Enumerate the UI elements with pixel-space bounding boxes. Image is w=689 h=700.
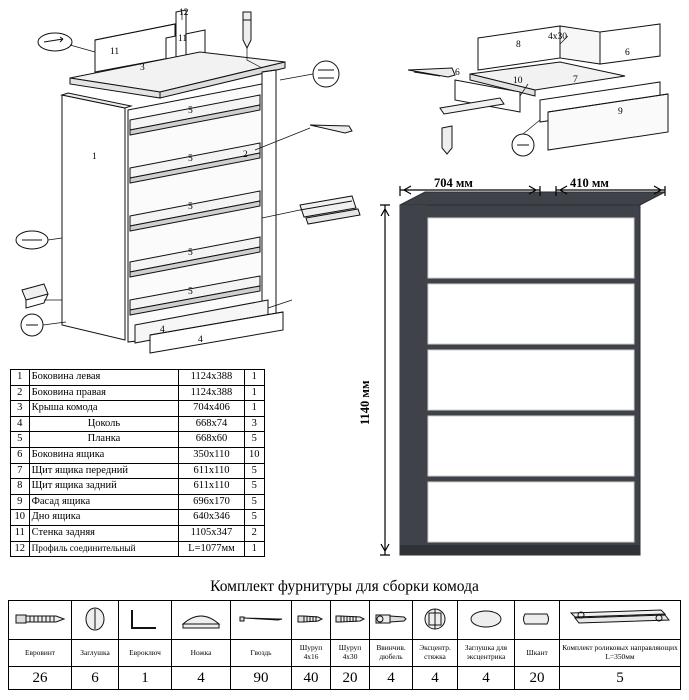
euroscrew-icon [9, 601, 72, 640]
part-size: 1105х347 [179, 525, 244, 541]
dimension-height: 1140 мм [358, 380, 372, 425]
table-row [11, 447, 265, 463]
part-no: 5 [11, 432, 30, 448]
hardware-label: Шуруп 4х16 [292, 640, 331, 667]
callout-6-left: 6 [455, 68, 460, 78]
screw-4x16-icon [292, 601, 331, 640]
part-name: Щит ящика задний [29, 479, 179, 495]
part-qty: 2 [244, 525, 264, 541]
hardware-count: 20 [331, 667, 370, 690]
hardware-label: Шкант [515, 640, 560, 667]
callout-5-b: 5 [188, 154, 193, 164]
callout-8: 8 [516, 40, 521, 50]
part-size: 1124х388 [179, 370, 244, 386]
callout-9: 9 [618, 107, 623, 117]
hardware-count: 20 [515, 667, 560, 690]
dimension-depth: 410 мм [570, 176, 609, 190]
table-row [11, 432, 265, 448]
part-size: 350х110 [179, 447, 244, 463]
part-name: Крыша комода [29, 401, 179, 417]
part-size: L=1077мм [179, 541, 244, 557]
part-qty: 1 [244, 385, 264, 401]
hardware-count: 5 [560, 667, 681, 690]
cam-lock-icon [413, 601, 458, 640]
hardware-count: 26 [9, 667, 72, 690]
callout-6-right: 6 [625, 48, 630, 58]
callout-11-left: 11 [110, 47, 120, 57]
table-row [11, 525, 265, 541]
table-row [11, 416, 265, 432]
part-no: 3 [11, 401, 30, 417]
drawer-slide-icon [560, 601, 681, 640]
part-name: Цоколь [29, 416, 179, 432]
part-size: 704х406 [179, 401, 244, 417]
hardware-label: Ввинчив. дюбель [370, 640, 413, 667]
callout-4-a: 4 [160, 325, 165, 335]
part-size: 611х110 [179, 463, 244, 479]
callout-5-d: 5 [188, 248, 193, 258]
part-size: 1124х388 [179, 385, 244, 401]
part-no: 10 [11, 510, 30, 526]
part-size: 611х110 [179, 479, 244, 495]
allen-key-icon [119, 601, 172, 640]
hardware-count: 40 [292, 667, 331, 690]
part-no: 9 [11, 494, 30, 510]
callout-5-c: 5 [188, 202, 193, 212]
leg-icon [172, 601, 231, 640]
callout-4x30: 4х30 [548, 32, 567, 42]
table-row [11, 385, 265, 401]
callout-10: 10 [513, 76, 523, 86]
part-qty: 5 [244, 510, 264, 526]
part-qty: 5 [244, 463, 264, 479]
part-qty: 1 [244, 541, 264, 557]
part-name: Стенка задняя [29, 525, 179, 541]
part-no: 1 [11, 370, 30, 386]
hardware-label: Эксцентр. стяжка [413, 640, 458, 667]
callout-2: 2 [243, 150, 248, 160]
part-qty: 1 [244, 401, 264, 417]
hardware-label: Евровинт [9, 640, 72, 667]
table-row [11, 401, 265, 417]
hardware-label: Комплект роликовых направляющих L=350мм [560, 640, 681, 667]
part-qty: 5 [244, 432, 264, 448]
callout-3: 3 [140, 63, 145, 73]
hardware-label: Евроключ [119, 640, 172, 667]
part-qty: 1 [244, 370, 264, 386]
table-row [11, 541, 265, 557]
screw-4x30-icon [331, 601, 370, 640]
screw-in-dowel-icon [370, 601, 413, 640]
callout-1: 1 [92, 152, 97, 162]
callout-5-e: 5 [188, 287, 193, 297]
table-row [11, 494, 265, 510]
dowel-icon [515, 601, 560, 640]
part-size: 668х60 [179, 432, 244, 448]
part-name: Щит ящика передний [29, 463, 179, 479]
hardware-count: 90 [231, 667, 292, 690]
nail-icon [231, 601, 292, 640]
hardware-count: 6 [72, 667, 119, 690]
hardware-icon-row [9, 601, 681, 640]
part-name: Боковина ящика [29, 447, 179, 463]
hardware-label: Заглушка для эксцентрика [458, 640, 515, 667]
table-row [11, 479, 265, 495]
part-size: 640х346 [179, 510, 244, 526]
part-name: Фасад ящика [29, 494, 179, 510]
hardware-count: 4 [413, 667, 458, 690]
table-row [11, 370, 265, 386]
dimension-width: 704 мм [434, 176, 473, 190]
hardware-title: Комплект фурнитуры для сборки комода [210, 578, 479, 595]
part-name: Профиль соединительный [29, 541, 179, 557]
parts-table [10, 369, 265, 557]
hardware-label: Заглушка [72, 640, 119, 667]
hardware-count: 4 [172, 667, 231, 690]
callout-12: 12 [179, 8, 189, 18]
part-qty: 5 [244, 494, 264, 510]
part-name: Боковина левая [29, 370, 179, 386]
part-size: 668х74 [179, 416, 244, 432]
hardware-count: 4 [458, 667, 515, 690]
part-name: Боковина правая [29, 385, 179, 401]
part-no: 8 [11, 479, 30, 495]
part-qty: 10 [244, 447, 264, 463]
part-no: 4 [11, 416, 30, 432]
part-no: 7 [11, 463, 30, 479]
part-qty: 5 [244, 479, 264, 495]
hardware-count: 1 [119, 667, 172, 690]
hardware-label: Шуруп 4х30 [331, 640, 370, 667]
part-no: 11 [11, 525, 30, 541]
hardware-count: 4 [370, 667, 413, 690]
hardware-count-row [9, 667, 681, 690]
part-qty: 3 [244, 416, 264, 432]
part-no: 2 [11, 385, 30, 401]
callout-7: 7 [573, 75, 578, 85]
cap-icon [72, 601, 119, 640]
part-name: Планка [29, 432, 179, 448]
hardware-table [8, 600, 681, 690]
callout-4-b: 4 [198, 335, 203, 345]
cam-cap-icon [458, 601, 515, 640]
table-row [11, 510, 265, 526]
part-no: 12 [11, 541, 30, 557]
part-size: 696х170 [179, 494, 244, 510]
part-name: Дно ящика [29, 510, 179, 526]
callout-11-right: 11 [178, 34, 188, 44]
part-no: 6 [11, 447, 30, 463]
hardware-label-row [9, 640, 681, 667]
table-row [11, 463, 265, 479]
hardware-label: Ножка [172, 640, 231, 667]
hardware-label: Гвоздь [231, 640, 292, 667]
callout-5-a: 5 [188, 106, 193, 116]
